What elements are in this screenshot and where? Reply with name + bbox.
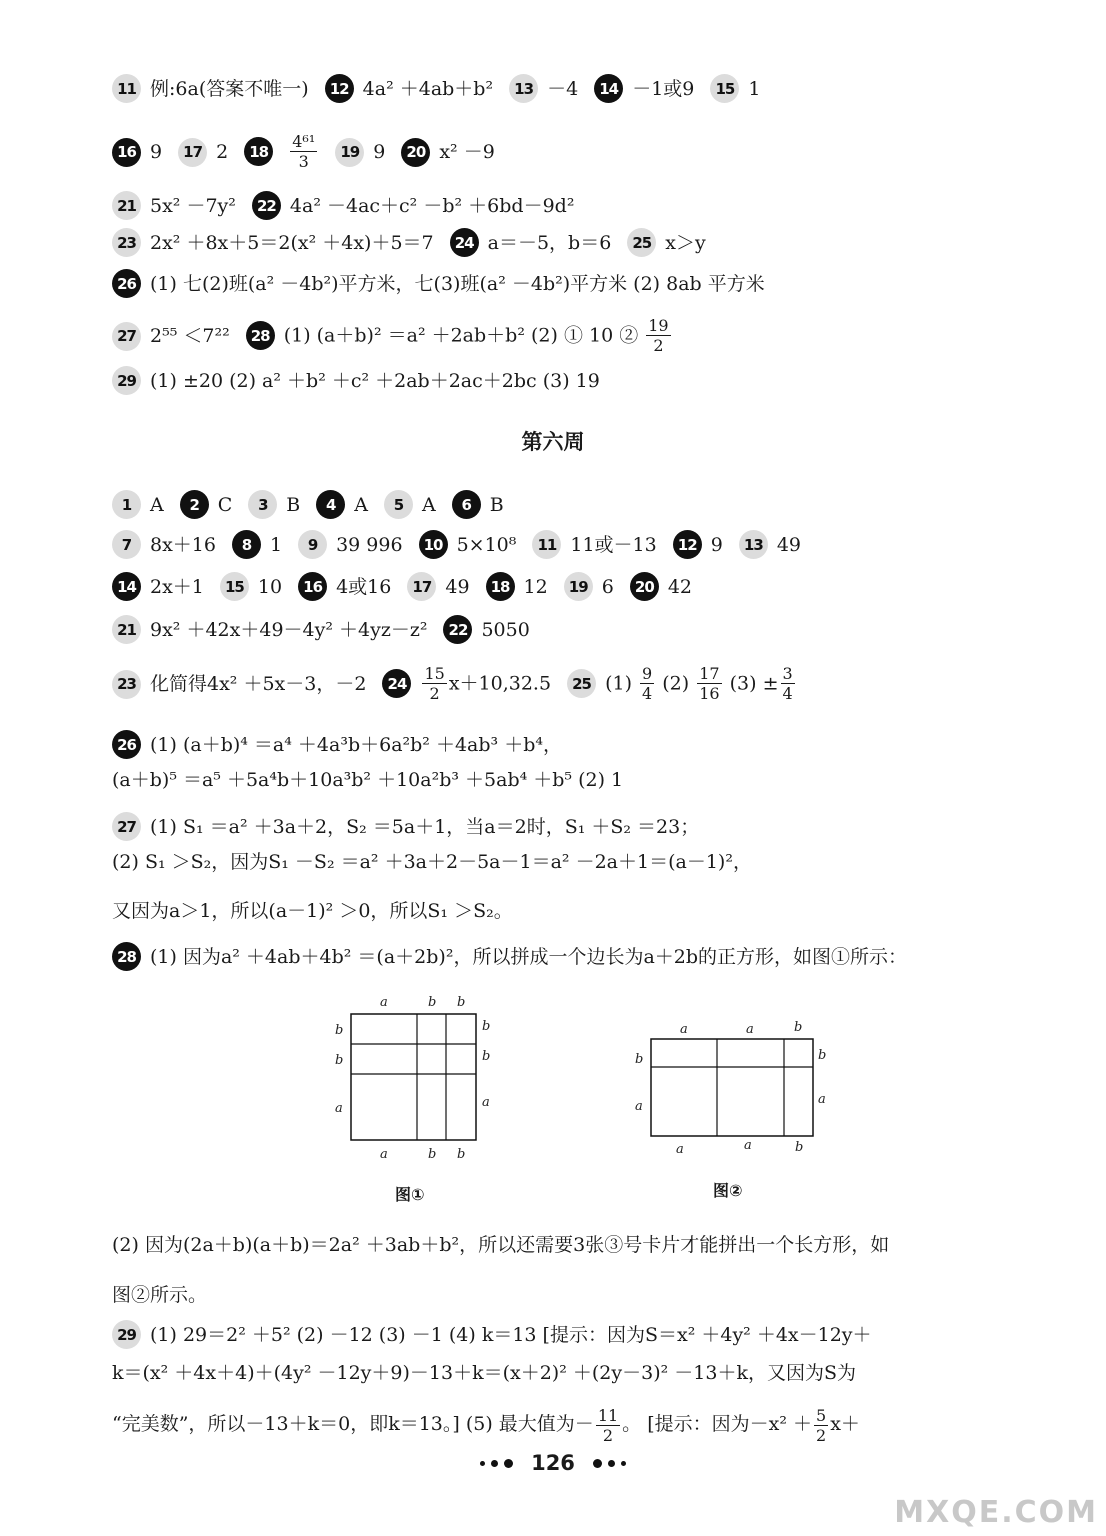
answer-text: 8x＋16 bbox=[150, 533, 216, 556]
question-number-badge: 18 bbox=[244, 137, 273, 166]
page-number: 126 bbox=[531, 1451, 575, 1475]
question-number-badge: 29 bbox=[112, 1320, 141, 1349]
fraction bbox=[646, 316, 670, 355]
answer-item bbox=[248, 489, 300, 520]
answer-text: 5×10⁸ bbox=[456, 533, 517, 556]
answer-29-text-c: x＋ bbox=[830, 1413, 860, 1435]
question-number-badge: 18 bbox=[486, 572, 515, 601]
figure-1-square-diagram bbox=[325, 990, 500, 1165]
figure-1-caption: 图① bbox=[395, 1185, 425, 1204]
fraction-denominator: 2 bbox=[602, 1425, 614, 1445]
answer-row bbox=[112, 664, 813, 703]
answer-item bbox=[112, 811, 699, 842]
answer-item bbox=[252, 190, 575, 221]
question-number-badge: 24 bbox=[382, 669, 411, 698]
answer-text: 12 bbox=[523, 575, 548, 598]
answer-item bbox=[298, 571, 391, 602]
answer-item bbox=[630, 571, 692, 602]
answer-text: 4a² －4ac＋c² －b² ＋6bd－9d² bbox=[289, 194, 575, 217]
dot-icon bbox=[593, 1459, 602, 1468]
answer-row bbox=[112, 940, 923, 972]
answer-item bbox=[450, 227, 612, 258]
fraction-numerator: 19 bbox=[648, 316, 669, 335]
answer-row bbox=[112, 72, 776, 104]
fig1-top-label: a bbox=[380, 995, 388, 1010]
fig1-top-label: b bbox=[428, 995, 437, 1010]
fig2-left-label: a bbox=[635, 1099, 643, 1114]
question-number-badge: 13 bbox=[509, 74, 538, 103]
answer-29-line-3 bbox=[112, 1402, 860, 1446]
answer-text: 2⁵⁵ ＜7²² bbox=[150, 325, 230, 347]
answer-item bbox=[232, 529, 282, 560]
answer-text: (1) ±20 (2) a² ＋b² ＋c² ＋2ab＋2ac＋2bc (3) 19 bbox=[150, 369, 600, 392]
answer-item bbox=[739, 529, 801, 560]
answer-text: 化简得4x² ＋5x－3，－2 bbox=[150, 673, 367, 695]
answer-item bbox=[178, 136, 228, 167]
question-number-badge: 8 bbox=[232, 530, 261, 559]
dot-icon bbox=[504, 1459, 513, 1468]
answer-item bbox=[382, 664, 551, 703]
answer-text: x＞y bbox=[665, 231, 706, 254]
answer-item bbox=[112, 268, 765, 299]
section-title: 第六周 bbox=[521, 429, 585, 454]
question-number-badge: 22 bbox=[252, 191, 281, 220]
dot-icon bbox=[608, 1460, 615, 1467]
fraction-denominator: 3 bbox=[298, 152, 309, 171]
question-number-badge: 29 bbox=[112, 366, 141, 395]
question-number-badge: 20 bbox=[630, 572, 659, 601]
answer-text: (1) (a＋b)⁴ ＝a⁴ ＋4a³b＋6a²b² ＋4ab³ ＋b⁴， bbox=[150, 733, 562, 756]
fig1-left-label: a bbox=[335, 1101, 343, 1116]
answer-text: 5050 bbox=[481, 618, 530, 641]
question-number-badge: 6 bbox=[452, 490, 481, 519]
fig2-bottom-label: b bbox=[795, 1140, 804, 1155]
answer-item bbox=[112, 614, 427, 645]
answer-item bbox=[112, 190, 236, 221]
fig2-top-label: a bbox=[680, 1022, 688, 1037]
answer-item bbox=[567, 664, 797, 703]
answer-29-line-2: k＝(x² ＋4x＋4)＋(4y² －12y＋9)－13＋k＝(x＋2)² ＋(2y－3)² －13＋k，又因为S为 bbox=[112, 1362, 856, 1384]
answer-item bbox=[452, 489, 504, 520]
answer-text: 1 bbox=[748, 77, 761, 100]
fraction-denominator: 4 bbox=[782, 684, 793, 703]
answer-text: a＝－5，b＝6 bbox=[487, 231, 612, 254]
answer-item bbox=[407, 571, 469, 602]
question-number-badge: 20 bbox=[401, 138, 430, 167]
answer-row bbox=[112, 364, 616, 396]
question-number-badge: 14 bbox=[112, 572, 141, 601]
question-number-badge: 9 bbox=[298, 530, 327, 559]
question-number-badge: 1 bbox=[112, 490, 141, 519]
question-number-badge: 4 bbox=[316, 490, 345, 519]
fraction bbox=[290, 132, 317, 171]
question-number-badge: 21 bbox=[112, 615, 141, 644]
answer-text: (1) 因为a² ＋4ab＋4b² ＝(a＋2b)²，所以拼成一个边长为a＋2b的正方形，如图①所示： bbox=[150, 945, 908, 968]
answer-text: 11或－13 bbox=[570, 533, 657, 556]
answer-text: (1) 29＝2² ＋5² (2) －12 (3) －1 (4) k＝13 [提示：因为S＝x² ＋4y² ＋4x－12y＋ bbox=[150, 1323, 872, 1346]
dot-icon bbox=[621, 1461, 626, 1466]
answer-item bbox=[419, 529, 517, 560]
question-number-badge: 11 bbox=[532, 530, 561, 559]
fig1-left-label: b bbox=[335, 1053, 344, 1068]
answer-item bbox=[112, 571, 204, 602]
answer-item bbox=[112, 227, 434, 258]
answer-text: 9 bbox=[150, 141, 163, 163]
question-number-badge: 15 bbox=[220, 572, 249, 601]
answer-row bbox=[112, 267, 781, 299]
answer-row bbox=[112, 132, 511, 171]
fig2-bottom-label: a bbox=[676, 1142, 684, 1157]
question-number-badge: 22 bbox=[443, 615, 472, 644]
fig2-top-label: b bbox=[794, 1020, 803, 1035]
fig1-bottom-label: a bbox=[380, 1147, 388, 1162]
answer-row bbox=[112, 488, 520, 520]
fraction-denominator: 2 bbox=[816, 1425, 827, 1445]
answer-item bbox=[246, 316, 673, 355]
answer-text: (1) (a＋b)² ＝a² ＋2ab＋b² (2) ① 10 ② bbox=[283, 324, 639, 347]
fig1-top-label: b bbox=[457, 995, 466, 1010]
question-number-badge: 21 bbox=[112, 191, 141, 220]
answer-row bbox=[112, 810, 715, 842]
answer-item bbox=[112, 668, 366, 699]
answer-item bbox=[112, 136, 162, 167]
answer-item bbox=[112, 73, 309, 104]
fraction bbox=[422, 664, 446, 703]
fraction-numerator: 4⁶¹ bbox=[292, 132, 316, 151]
answer-row bbox=[112, 1318, 888, 1350]
answer-item bbox=[112, 365, 600, 396]
question-number-badge: 13 bbox=[739, 530, 768, 559]
answer-text: 42 bbox=[667, 575, 693, 598]
fig2-right-label: b bbox=[818, 1048, 827, 1063]
answer-text: 1 bbox=[269, 533, 283, 556]
answer-text: 2 bbox=[216, 141, 229, 163]
fraction-denominator: 2 bbox=[429, 684, 440, 703]
question-number-badge: 23 bbox=[112, 228, 141, 257]
fraction bbox=[697, 664, 721, 703]
answer-text: B bbox=[286, 493, 301, 516]
answer-text: 2x＋1 bbox=[150, 575, 204, 598]
answer-text: A bbox=[421, 493, 436, 516]
fraction bbox=[781, 664, 795, 703]
answer-item bbox=[401, 136, 494, 167]
answer-item bbox=[532, 529, 656, 560]
answer-item bbox=[673, 529, 723, 560]
question-number-badge: 2 bbox=[180, 490, 209, 519]
answer-text: (1) bbox=[605, 672, 632, 695]
answer-item bbox=[112, 1319, 872, 1350]
answer-item bbox=[220, 571, 282, 602]
fraction-numerator: 9 bbox=[642, 664, 653, 683]
question-number-badge: 26 bbox=[112, 269, 141, 298]
question-number-badge: 17 bbox=[178, 138, 207, 167]
dot-icon bbox=[480, 1461, 485, 1466]
question-number-badge: 17 bbox=[407, 572, 436, 601]
answer-row bbox=[112, 189, 590, 221]
answer-text: A bbox=[150, 493, 164, 516]
answer-item bbox=[564, 571, 614, 602]
question-number-badge: 15 bbox=[710, 74, 739, 103]
question-number-badge: 24 bbox=[450, 228, 479, 257]
dot-icon bbox=[491, 1460, 498, 1467]
figure-2-caption: 图② bbox=[713, 1181, 743, 1200]
answer-item bbox=[443, 614, 529, 645]
fig2-left-label: b bbox=[635, 1052, 644, 1067]
answer-text: 10 bbox=[257, 575, 283, 598]
answer-text: (1) 七(2)班(a² －4b²)平方米，七(3)班(a² －4b²)平方米 (2) 8ab 平方米 bbox=[150, 272, 765, 295]
answer-item bbox=[335, 136, 385, 167]
fraction bbox=[814, 1406, 828, 1445]
answer-27-line-2: (2) S₁ ＞S₂，因为S₁ －S₂ ＝a² ＋3a＋2－5a－1＝a² －2a＋1＝(a－1)²， bbox=[112, 851, 752, 873]
fig1-left-label: b bbox=[335, 1023, 344, 1038]
answer-text: (1) S₁ ＝a² ＋3a＋2，S₂ ＝5a＋1，当a＝2时，S₁ ＋S₂ ＝23； bbox=[150, 815, 700, 838]
answer-row bbox=[112, 728, 578, 760]
watermark: MXQE.COM bbox=[894, 1495, 1098, 1530]
question-number-badge: 25 bbox=[567, 669, 596, 698]
question-number-badge: 23 bbox=[112, 670, 141, 699]
answer-text: 5x² －7y² bbox=[150, 194, 236, 217]
answer-29-text-a: “完美数”，所以－13＋k＝0，即k＝13。] (5) 最大值为－ bbox=[112, 1413, 594, 1435]
fig2-bottom-label: a bbox=[744, 1138, 752, 1153]
answer-item bbox=[486, 571, 548, 602]
question-number-badge: 27 bbox=[112, 812, 141, 841]
question-number-badge: 10 bbox=[419, 530, 448, 559]
fraction bbox=[596, 1406, 620, 1445]
fig2-right-label: a bbox=[818, 1092, 826, 1107]
answer-text: 9 bbox=[373, 141, 386, 163]
answer-28-line-2: (2) 因为(2a＋b)(a＋b)＝2a² ＋3ab＋b²，所以还需要3张③号卡片才能拼出一个长方形，如 bbox=[112, 1234, 890, 1256]
answer-item bbox=[594, 73, 694, 104]
question-number-badge: 12 bbox=[673, 530, 702, 559]
question-number-badge: 16 bbox=[112, 138, 141, 167]
answer-item bbox=[627, 227, 705, 258]
answer-text: C bbox=[217, 493, 233, 516]
answer-28-line-3: 图②所示。 bbox=[112, 1284, 208, 1306]
question-number-badge: 19 bbox=[335, 138, 364, 167]
question-number-badge: 28 bbox=[246, 321, 275, 350]
fig1-bottom-label: b bbox=[428, 1147, 437, 1162]
fraction-numerator: 11 bbox=[597, 1405, 619, 1425]
answer-item bbox=[710, 73, 760, 104]
answer-text: 例:6a(答案不唯一) bbox=[150, 77, 309, 100]
answer-item bbox=[112, 941, 907, 972]
fraction-numerator: 5 bbox=[816, 1405, 827, 1425]
answer-item bbox=[316, 489, 368, 520]
answer-text: 39 996 bbox=[336, 533, 403, 556]
answer-row bbox=[112, 528, 817, 560]
question-number-badge: 7 bbox=[112, 530, 141, 559]
answer-item bbox=[112, 729, 562, 760]
question-number-badge: 26 bbox=[112, 730, 141, 759]
answer-29-text-b: 。 [提示：因为－x² ＋ bbox=[622, 1413, 812, 1435]
fraction-denominator: 16 bbox=[699, 684, 720, 703]
fig1-right-label: b bbox=[482, 1019, 491, 1034]
answer-item bbox=[112, 320, 230, 351]
fig2-top-label: a bbox=[746, 1022, 754, 1037]
answer-item bbox=[298, 529, 402, 560]
answer-text: 2x² ＋8x＋5＝2(x² ＋4x)＋5＝7 bbox=[150, 231, 434, 254]
fig1-right-label: a bbox=[482, 1095, 490, 1110]
question-number-badge: 3 bbox=[248, 490, 277, 519]
question-number-badge: 16 bbox=[298, 572, 327, 601]
answer-text: 9x² ＋42x＋49－4y² ＋4yz－z² bbox=[150, 618, 428, 641]
question-number-badge: 27 bbox=[112, 322, 141, 351]
answer-text: －4 bbox=[547, 77, 579, 100]
fig1-right-label: b bbox=[482, 1049, 491, 1064]
answer-26-line-2: (a＋b)⁵ ＝a⁵ ＋5a⁴b＋10a³b² ＋10a²b³ ＋5ab⁴ ＋b⁵ (2) 1 bbox=[112, 769, 624, 791]
fig1-bottom-label: b bbox=[457, 1147, 466, 1162]
fraction-numerator: 3 bbox=[782, 664, 793, 683]
answer-text: B bbox=[489, 493, 504, 516]
answer-item bbox=[509, 73, 578, 104]
answer-item bbox=[244, 132, 319, 171]
fraction-denominator: 2 bbox=[653, 336, 664, 355]
answer-27-line-3: 又因为a＞1，所以(a－1)² ＞0，所以S₁ ＞S₂。 bbox=[112, 900, 513, 922]
answer-text: (2) bbox=[662, 672, 690, 695]
figure-2-rectangle-diagram bbox=[628, 1015, 838, 1160]
fraction-denominator: 4 bbox=[642, 684, 653, 703]
answer-row bbox=[112, 226, 722, 258]
answer-text: 6 bbox=[601, 575, 614, 598]
question-number-badge: 14 bbox=[594, 74, 623, 103]
fraction-numerator: 17 bbox=[699, 664, 720, 683]
question-number-badge: 19 bbox=[564, 572, 593, 601]
fraction-numerator: 15 bbox=[424, 664, 445, 683]
answer-text: A bbox=[354, 493, 368, 516]
question-number-badge: 25 bbox=[627, 228, 656, 257]
page-number-footer bbox=[0, 1450, 1106, 1475]
answer-row bbox=[112, 570, 708, 602]
answer-item bbox=[112, 529, 216, 560]
answer-text: (3) ± bbox=[729, 672, 779, 695]
answer-row bbox=[112, 316, 689, 355]
answer-text: x＋10,32.5 bbox=[448, 672, 552, 695]
answer-item bbox=[325, 73, 493, 104]
answer-text: 4a² ＋4ab＋b² bbox=[362, 77, 494, 100]
answer-text: 49 bbox=[445, 575, 470, 598]
answer-item bbox=[180, 489, 233, 520]
answer-text: 49 bbox=[776, 533, 802, 556]
answer-text: 9 bbox=[710, 533, 723, 556]
question-number-badge: 28 bbox=[112, 942, 141, 971]
question-number-badge: 11 bbox=[112, 74, 141, 103]
answer-row bbox=[112, 613, 546, 645]
answer-text: 4或16 bbox=[336, 575, 392, 598]
question-number-badge: 5 bbox=[384, 490, 413, 519]
fraction bbox=[640, 664, 654, 703]
answer-item bbox=[112, 489, 164, 520]
question-number-badge: 12 bbox=[325, 74, 354, 103]
answer-item bbox=[384, 489, 436, 520]
answer-text: －1或9 bbox=[632, 77, 695, 100]
answer-text: x² －9 bbox=[439, 141, 495, 163]
